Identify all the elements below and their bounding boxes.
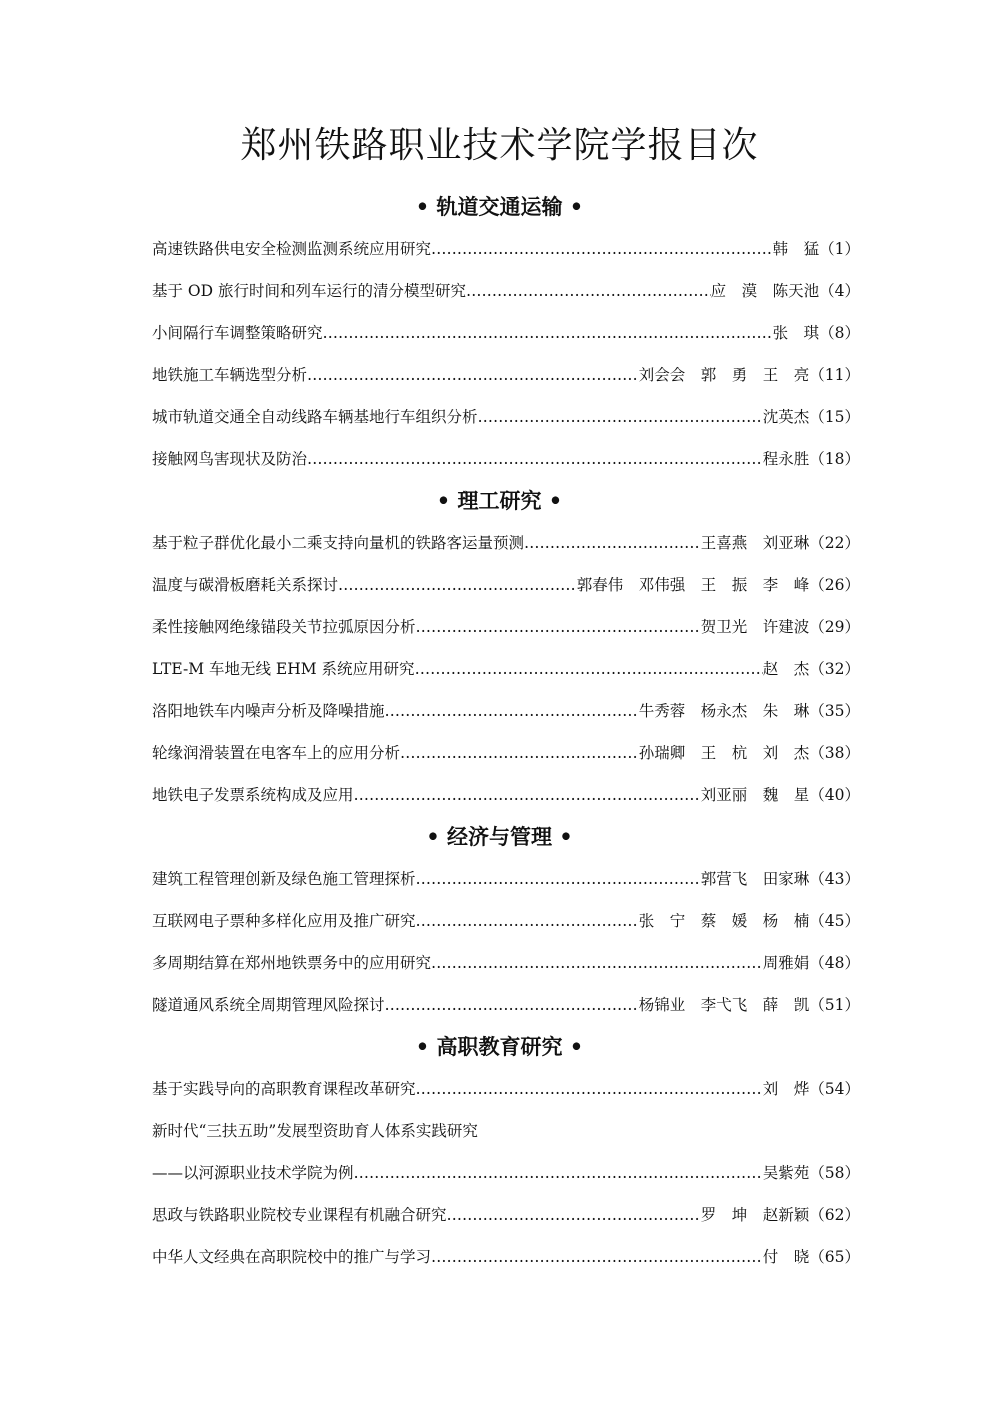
toc-entry[interactable] (152, 1076, 860, 1102)
entry-subtitle: ——以河源职业技术学院为例 (152, 1164, 354, 1182)
toc-entry[interactable] (152, 404, 860, 430)
entry-title: 接触网鸟害现状及防治 (152, 450, 308, 468)
entry-page: （15） (809, 408, 860, 426)
entry-page: （8） (819, 324, 860, 342)
entry-title: 高速铁路供电安全检测监测系统应用研究 (152, 240, 432, 258)
entry-title: 基于实践导向的高职教育课程改革研究 (152, 1080, 416, 1098)
entry-authors: 吴紫苑 (762, 1164, 810, 1182)
entry-authors: 王喜燕 刘亚琳 (700, 534, 810, 552)
toc-entry[interactable] (152, 236, 860, 262)
entry-title: 互联网电子票种多样化应用及推广研究 (152, 912, 416, 930)
entry-page: （62） (809, 1206, 860, 1224)
entry-authors: 刘 烨 (762, 1080, 810, 1098)
section-heading-vocational-education: • 高职教育研究 • (415, 1034, 584, 1059)
toc-entry[interactable] (152, 530, 860, 556)
entry-title: 柔性接触网绝缘锚段关节拉弧原因分析 (152, 618, 416, 636)
toc-entry[interactable] (152, 572, 860, 598)
entry-authors: 周雅娟 (762, 954, 810, 972)
toc-entry[interactable] (152, 992, 860, 1018)
toc-entry[interactable] (152, 278, 860, 304)
entry-authors: 韩 猛 (772, 240, 820, 258)
entry-authors: 刘会会 郭 勇 王 亮 (638, 366, 810, 384)
entry-page: （35） (809, 702, 860, 720)
entry-title: 地铁电子发票系统构成及应用 (152, 786, 354, 804)
entry-page: （22） (809, 534, 860, 552)
entry-title: 小间隔行车调整策略研究 (152, 324, 323, 342)
entry-title: 温度与碳滑板磨耗关系探讨 (152, 576, 339, 594)
entry-page: （48） (809, 954, 860, 972)
entry-page: （65） (809, 1248, 860, 1266)
entry-title: 轮缘润滑装置在电客车上的应用分析 (152, 744, 401, 762)
entry-title: 城市轨道交通全自动线路车辆基地行车组织分析 (152, 408, 478, 426)
toc-entry[interactable] (152, 1160, 860, 1186)
entry-page: （38） (809, 744, 860, 762)
journal-title: 郑州铁路职业技术学院学报目次 (240, 125, 759, 166)
entry-title: 隧道通风系统全周期管理风险探讨 (152, 996, 385, 1014)
entry-page: （45） (809, 912, 860, 930)
toc-entry[interactable] (152, 362, 860, 388)
toc-entry[interactable] (152, 908, 860, 934)
entry-authors: 张 宁 蔡 媛 杨 楠 (638, 912, 810, 930)
entry-page: （1） (819, 240, 860, 258)
toc-entry[interactable] (152, 614, 860, 640)
entry-page: （43） (809, 870, 860, 888)
entry-page: （18） (809, 450, 860, 468)
toc-entry[interactable] (152, 1244, 860, 1270)
section-heading-rail-transport: • 轨道交通运输 • (415, 194, 584, 219)
entry-page: （51） (809, 996, 860, 1014)
entry-authors: 杨锦业 李弋飞 薛 凯 (638, 996, 810, 1014)
toc-entry[interactable] (152, 320, 860, 346)
entry-authors: 郭营飞 田家琳 (700, 870, 810, 888)
entry-page: （4） (819, 282, 860, 300)
entry-authors: 牛秀蓉 杨永杰 朱 琳 (638, 702, 810, 720)
toc-entry[interactable] (152, 866, 860, 892)
toc-entry[interactable] (152, 656, 860, 682)
entry-page: （40） (809, 786, 860, 804)
section-heading-science-engineering: • 理工研究 • (436, 488, 563, 513)
entry-authors: 程永胜 (762, 450, 810, 468)
entry-page: （26） (809, 576, 860, 594)
entry-title: 基于 OD 旅行时间和列车运行的清分模型研究 (152, 282, 466, 300)
entry-page: （54） (809, 1080, 860, 1098)
entry-page: （32） (809, 660, 860, 678)
entry-title: 中华人文经典在高职院校中的推广与学习 (152, 1248, 432, 1266)
entry-title: 洛阳地铁车内噪声分析及降噪措施 (152, 702, 385, 720)
entry-authors: 孙瑞卿 王 杭 刘 杰 (638, 744, 810, 762)
entry-authors: 应 漠 陈天池 (710, 282, 820, 300)
entry-title: 多周期结算在郑州地铁票务中的应用研究 (152, 954, 432, 972)
entry-page: （29） (809, 618, 860, 636)
toc-entry-title-line[interactable] (152, 1118, 860, 1144)
entry-authors: 郭春伟 邓伟强 王 振 李 峰 (576, 576, 810, 594)
entry-authors: 沈英杰 (762, 408, 810, 426)
entry-authors: 赵 杰 (762, 660, 810, 678)
toc-entry[interactable] (152, 950, 860, 976)
entry-authors: 罗 坤 赵新颖 (700, 1206, 810, 1224)
entry-authors: 刘亚丽 魏 星 (700, 786, 810, 804)
entry-authors: 张 琪 (772, 324, 820, 342)
toc-entry[interactable] (152, 782, 860, 808)
entry-authors: 付 晓 (762, 1248, 810, 1266)
entry-title: 思政与铁路职业院校专业课程有机融合研究 (152, 1206, 447, 1224)
entry-title: 基于粒子群优化最小二乘支持向量机的铁路客运量预测 (152, 534, 525, 552)
entry-title: 新时代“三扶五助”发展型资助育人体系实践研究 (152, 1122, 478, 1140)
toc-entry[interactable] (152, 1202, 860, 1228)
entry-page: （11） (809, 366, 860, 384)
entry-title: LTE-M 车地无线 EHM 系统应用研究 (152, 660, 415, 678)
entry-authors: 贺卫光 许建波 (700, 618, 810, 636)
entry-title: 地铁施工车辆选型分析 (152, 366, 308, 384)
entry-page: （58） (809, 1164, 860, 1182)
toc-entry[interactable] (152, 698, 860, 724)
toc-entry[interactable] (152, 740, 860, 766)
toc-entry[interactable] (152, 446, 860, 472)
section-heading-economics-management: • 经济与管理 • (426, 824, 573, 849)
entry-title: 建筑工程管理创新及绿色施工管理探析 (152, 870, 416, 888)
